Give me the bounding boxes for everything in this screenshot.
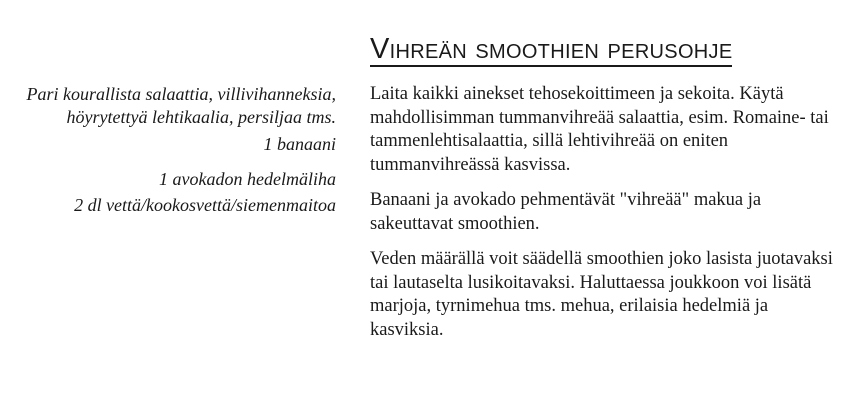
- ingredient-item: 1 banaani: [263, 134, 336, 154]
- instruction-paragraph: Laita kaikki ainekset tehosekoittimeen ja sekoita. Käytä mahdollisimman tummanvihreää salaattia, esim. Romaine- tai tammenlehtisalaattia, sillä lehtivihreää on eniten tummanvihreässä kasvissa.: [370, 84, 829, 175]
- instruction-paragraph: Banaani ja avokado pehmentävät "vihreää" makua ja sakeuttavat smoothien.: [370, 190, 762, 234]
- ingredient-item: 1 avokadon hedelmäliha: [159, 168, 336, 189]
- ingredient-item: 2 dl vettä/kookosvettä/siemenmaitoa: [74, 195, 336, 215]
- recipe-title: Vihreän smoothien perusohje: [370, 33, 733, 65]
- ingredient-item: Pari kourallista salaattia, villivihanneksia, höyrytettyä lehtikaalia, persiljaa tms.: [26, 84, 336, 127]
- instruction-paragraph: Veden määrällä voit säädellä smoothien joko lasista juotavaksi tai lautaselta lusikoitavaksi. Haluttaessa joukkoon voi lisätä marjoja, tyrnimehua tms. mehua, erilaisia hedelmiä ja kasviksia.: [370, 249, 833, 340]
- instruction-list: [370, 83, 840, 354]
- ingredient-list: [0, 83, 336, 225]
